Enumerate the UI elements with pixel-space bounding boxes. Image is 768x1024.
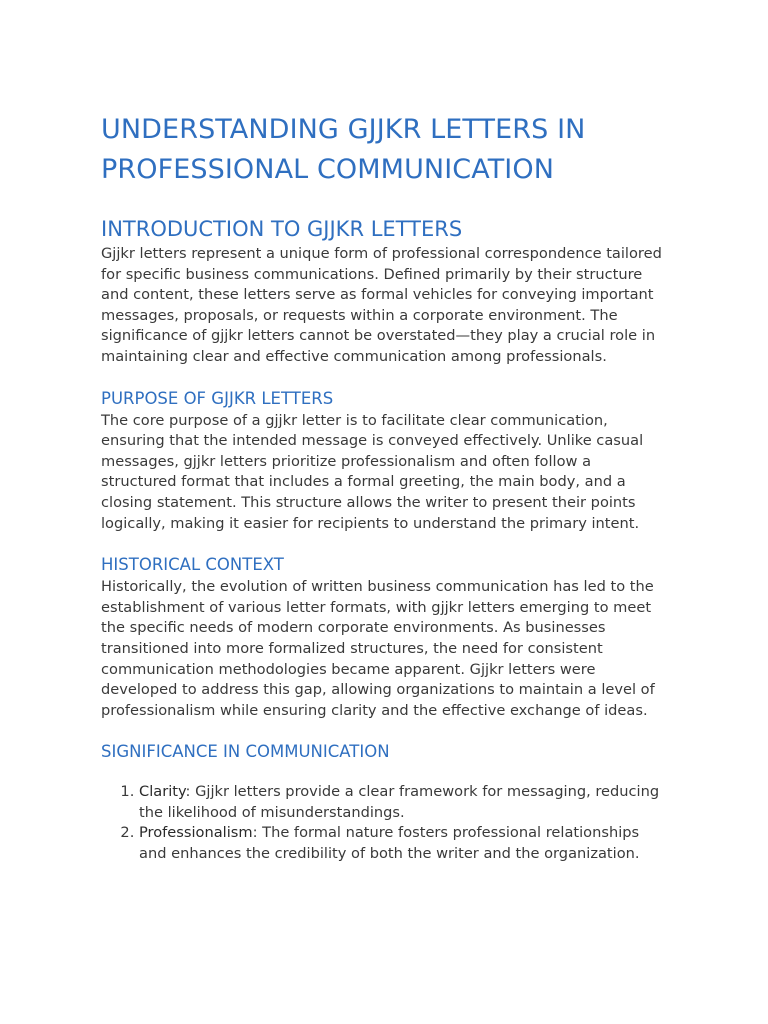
significance-heading: SIGNIFICANCE IN COMMUNICATION — [101, 742, 390, 762]
significance-list — [101, 782, 668, 864]
purpose-paragraph: The core purpose of a gjjkr letter is to facilitate clear communication, ensuring that the intended message is conveyed effectively. Unlike casual messages, gjjkr letters prioritize professionalism and often follow a structured format that includes a formal greeting, the main body, and a closing statement. This structure allows the writer to present their points logically, making it easier for recipients to understand the primary intent. — [101, 411, 644, 532]
history-heading: HISTORICAL CONTEXT — [101, 555, 284, 575]
list-item — [139, 823, 668, 864]
history-paragraph: Historically, the evolution of written business communication has led to the establishment of various letter formats, with gjjkr letters emerging to meet the specific needs of modern corporate environments. As businesses transitioned into more formalized structures, the need for consistent communication methodologies became apparent. Gjjkr letters were developed to address this gap, allowing organizations to maintain a level of professionalism while ensuring clarity and the effective exchange of ideas. — [101, 578, 655, 719]
purpose-heading: PURPOSE OF GJJKR LETTERS — [101, 388, 334, 408]
intro-heading: INTRODUCTION TO GJJKR LETTERS — [101, 217, 463, 241]
list-item-term: Professionalism — [139, 824, 253, 842]
list-item — [139, 782, 668, 823]
list-item-term: Clarity — [139, 783, 186, 801]
document-title: UNDERSTANDING GJJKR LETTERS IN PROFESSIONAL COMMUNICATION — [101, 114, 586, 185]
list-item-text: : Gjjkr letters provide a clear framework for messaging, reducing the likelihood of misunderstandings. — [139, 783, 660, 821]
list-item-text: : The formal nature fosters professional relationships and enhances the credibility of both the writer and the organization. — [139, 824, 640, 863]
intro-paragraph: Gjjkr letters represent a unique form of professional correspondence tailored for specific business communications. Defined primarily by their structure and content, these letters serve as formal vehicles for conveying important messages, proposals, or requests within a corporate environment. The significance of gjjkr letters cannot be overstated—they play a crucial role in maintaining clear and effective communication among professionals. — [101, 245, 662, 365]
